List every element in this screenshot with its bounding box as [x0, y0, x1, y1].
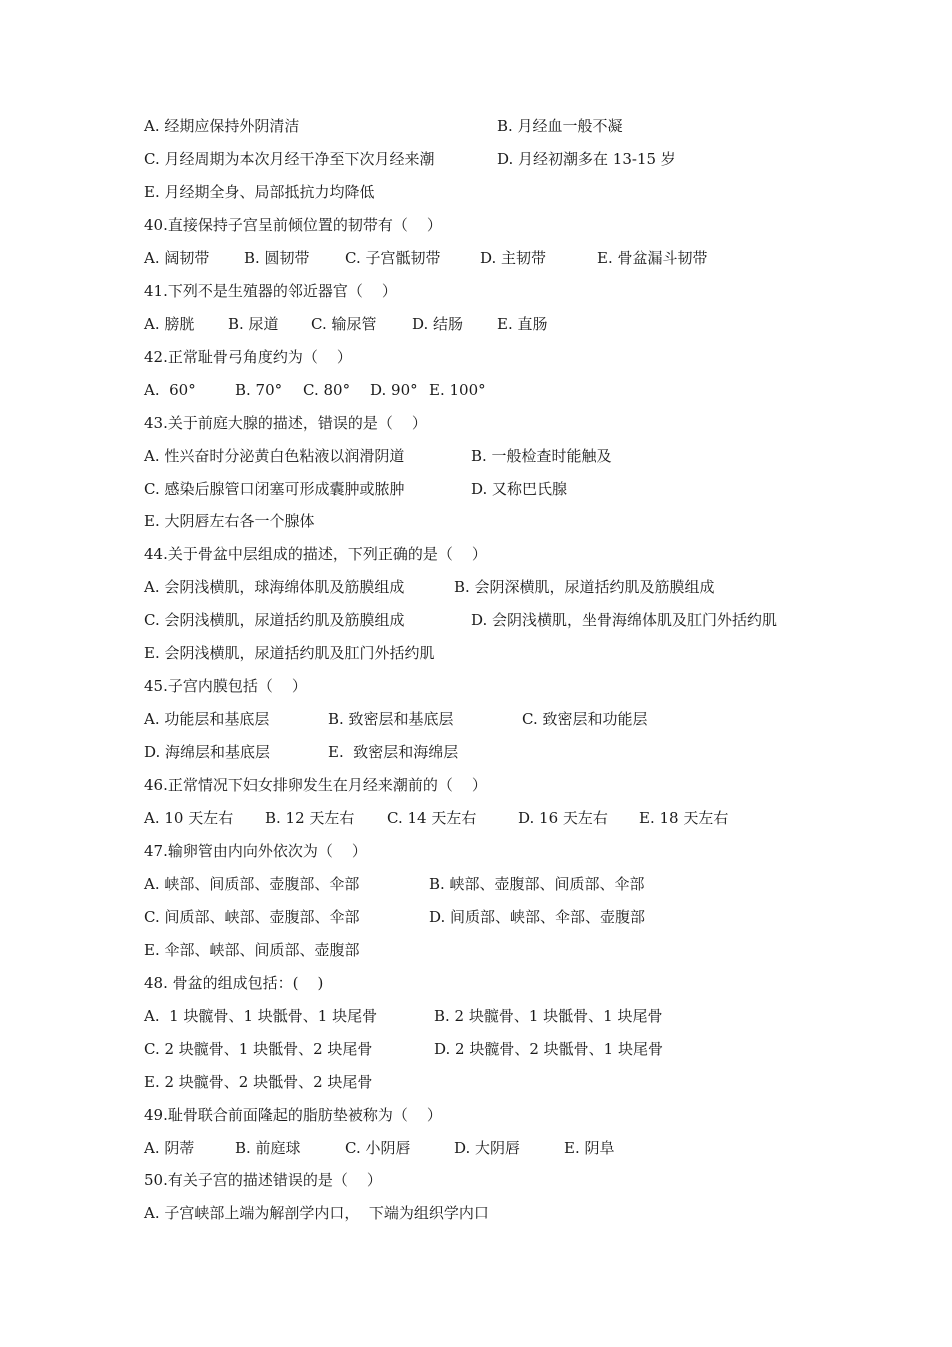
line-text: 50.有关子宫的描述错误的是（ ） [144, 1171, 382, 1190]
option-text: D. 海绵层和基底层 [144, 743, 271, 762]
text-line [0, 607, 952, 633]
option-text: C. 月经周期为本次月经干净至下次月经来潮 [144, 149, 435, 168]
text-line [0, 739, 952, 765]
text-line [0, 1069, 952, 1095]
text-line [0, 278, 952, 304]
option-text: A. 膀胱 [144, 314, 195, 333]
option-text: C. 小阴唇 [345, 1138, 411, 1157]
line-text: 46.正常情况下妇女排卵发生在月经来潮前的（ ） [144, 776, 487, 794]
option-text: C. 间质部、峡部、壶腹部、伞部 [144, 907, 360, 926]
option-text: A. 阔韧带 [144, 248, 210, 267]
text-line [0, 1003, 952, 1029]
text-line [0, 377, 952, 403]
option-text: D. 大阴唇 [454, 1138, 521, 1157]
line-text: 47.输卵管由内向外依次为（ ） [144, 841, 367, 860]
option-text: E. 阴阜 [564, 1138, 615, 1157]
option-text: E. 18 天左右 [639, 809, 729, 827]
text-line [0, 673, 952, 699]
text-line [0, 113, 952, 139]
line-text: E. 月经期全身、局部抵抗力均降低 [144, 182, 375, 201]
line-text: 42.正常耻骨弓角度约为（ ） [144, 347, 352, 366]
option-text: A. 10 天左右 [144, 809, 234, 827]
option-text: C. 会阴浅横肌，尿道括约肌及筋膜组成 [144, 611, 405, 630]
option-text: C. 感染后腺管口闭塞可形成囊肿或脓肿 [144, 479, 405, 498]
line-text: E. 会阴浅横肌，尿道括约肌及肛门外括约肌 [144, 644, 435, 663]
option-text: E. 直肠 [497, 314, 548, 333]
text-line [0, 1200, 952, 1226]
line-text: 48. 骨盆的组成包括：( ) [144, 973, 324, 992]
text-line [0, 179, 952, 205]
line-text: 44.关于骨盆中层组成的描述，下列正确的是（ ） [144, 545, 487, 564]
option-text: B. 月经血一般不凝 [497, 117, 623, 135]
line-text: 45.子宫内膜包括（ ） [144, 677, 307, 696]
option-text: A. 60° [144, 380, 196, 399]
option-text: B. 2 块髋骨、1 块骶骨、1 块尾骨 [434, 1006, 663, 1025]
line-text: E. 大阴唇左右各一个腺体 [144, 512, 315, 531]
text-line [0, 1036, 952, 1062]
text-line [0, 805, 952, 831]
text-line [0, 640, 952, 666]
option-text: D. 月经初潮多在 13-15 岁 [497, 149, 676, 168]
line-text: 49.耻骨联合前面隆起的脂肪垫被称为（ ） [144, 1105, 442, 1124]
text-line [0, 245, 952, 271]
option-text: B. 会阴深横肌，尿道括约肌及筋膜组成 [454, 578, 715, 597]
text-line [0, 574, 952, 600]
option-text: B. 圆韧带 [244, 248, 310, 267]
text-line [0, 541, 952, 567]
option-text: C. 2 块髋骨、1 块骶骨、2 块尾骨 [144, 1039, 373, 1058]
option-text: B. 峡部、壶腹部、间质部、伞部 [429, 874, 645, 893]
text-line [0, 871, 952, 897]
text-line [0, 1102, 952, 1128]
option-text: E. 骨盆漏斗韧带 [597, 248, 708, 267]
text-line [0, 410, 952, 436]
option-text: C. 子宫骶韧带 [345, 248, 441, 267]
text-line [0, 212, 952, 238]
text-line [0, 476, 952, 502]
option-text: D. 结肠 [412, 314, 464, 333]
option-text: A. 1 块髋骨、1 块骶骨、1 块尾骨 [144, 1006, 378, 1025]
text-line [0, 970, 952, 996]
line-text: 40.直接保持子宫呈前倾位置的韧带有（ ） [144, 215, 442, 234]
option-text: A. 会阴浅横肌，球海绵体肌及筋膜组成 [144, 578, 405, 597]
line-text: 43.关于前庭大腺的描述，错误的是（ ） [144, 413, 427, 432]
line-text: E. 2 块髋骨、2 块骶骨、2 块尾骨 [144, 1072, 373, 1091]
option-text: A. 功能层和基底层 [144, 710, 270, 729]
option-text: C. 80° [303, 380, 351, 399]
text-line [0, 1167, 952, 1193]
option-text: A. 性兴奋时分泌黄白色粘液以润滑阴道 [144, 446, 405, 465]
option-text: C. 致密层和功能层 [522, 710, 648, 729]
text-line [0, 344, 952, 370]
option-text: B. 70° [235, 380, 283, 399]
option-text: C. 输尿管 [311, 314, 377, 333]
option-text: D. 又称巴氏腺 [471, 479, 568, 498]
option-text: D. 主韧带 [480, 248, 547, 267]
option-text: A. 峡部、间质部、壶腹部、伞部 [144, 874, 360, 893]
option-text: B. 一般检查时能触及 [471, 446, 612, 465]
option-text: D. 16 天左右 [518, 809, 608, 827]
line-text: 41.下列不是生殖器的邻近器官（ ） [144, 281, 397, 300]
text-line [0, 904, 952, 930]
option-text: E. 致密层和海绵层 [328, 743, 459, 762]
text-line [0, 838, 952, 864]
text-line [0, 443, 952, 469]
option-text: D. 2 块髋骨、2 块骶骨、1 块尾骨 [434, 1039, 663, 1058]
option-text: B. 致密层和基底层 [328, 710, 454, 729]
option-text: B. 尿道 [228, 314, 279, 333]
option-text: B. 12 天左右 [265, 809, 355, 827]
option-text: D. 间质部、峡部、伞部、壶腹部 [429, 907, 646, 926]
option-text: C. 14 天左右 [387, 809, 477, 827]
option-text: A. 经期应保持外阴清洁 [144, 117, 300, 135]
text-line [0, 146, 952, 172]
line-text: A. 子宫峡部上端为解剖学内口， 下端为组织学内口 [144, 1204, 489, 1223]
text-line [0, 311, 952, 337]
option-text: D. 90° [370, 380, 418, 399]
option-text: A. 阴蒂 [144, 1138, 195, 1157]
text-line [0, 937, 952, 963]
line-text: E. 伞部、峡部、间质部、壶腹部 [144, 940, 360, 959]
text-line [0, 508, 952, 534]
text-line [0, 706, 952, 732]
option-text: D. 会阴浅横肌，坐骨海绵体肌及肛门外括约肌 [471, 611, 778, 630]
text-line [0, 1135, 952, 1161]
text-line [0, 772, 952, 798]
option-text: E. 100° [429, 380, 486, 399]
option-text: B. 前庭球 [235, 1138, 301, 1157]
